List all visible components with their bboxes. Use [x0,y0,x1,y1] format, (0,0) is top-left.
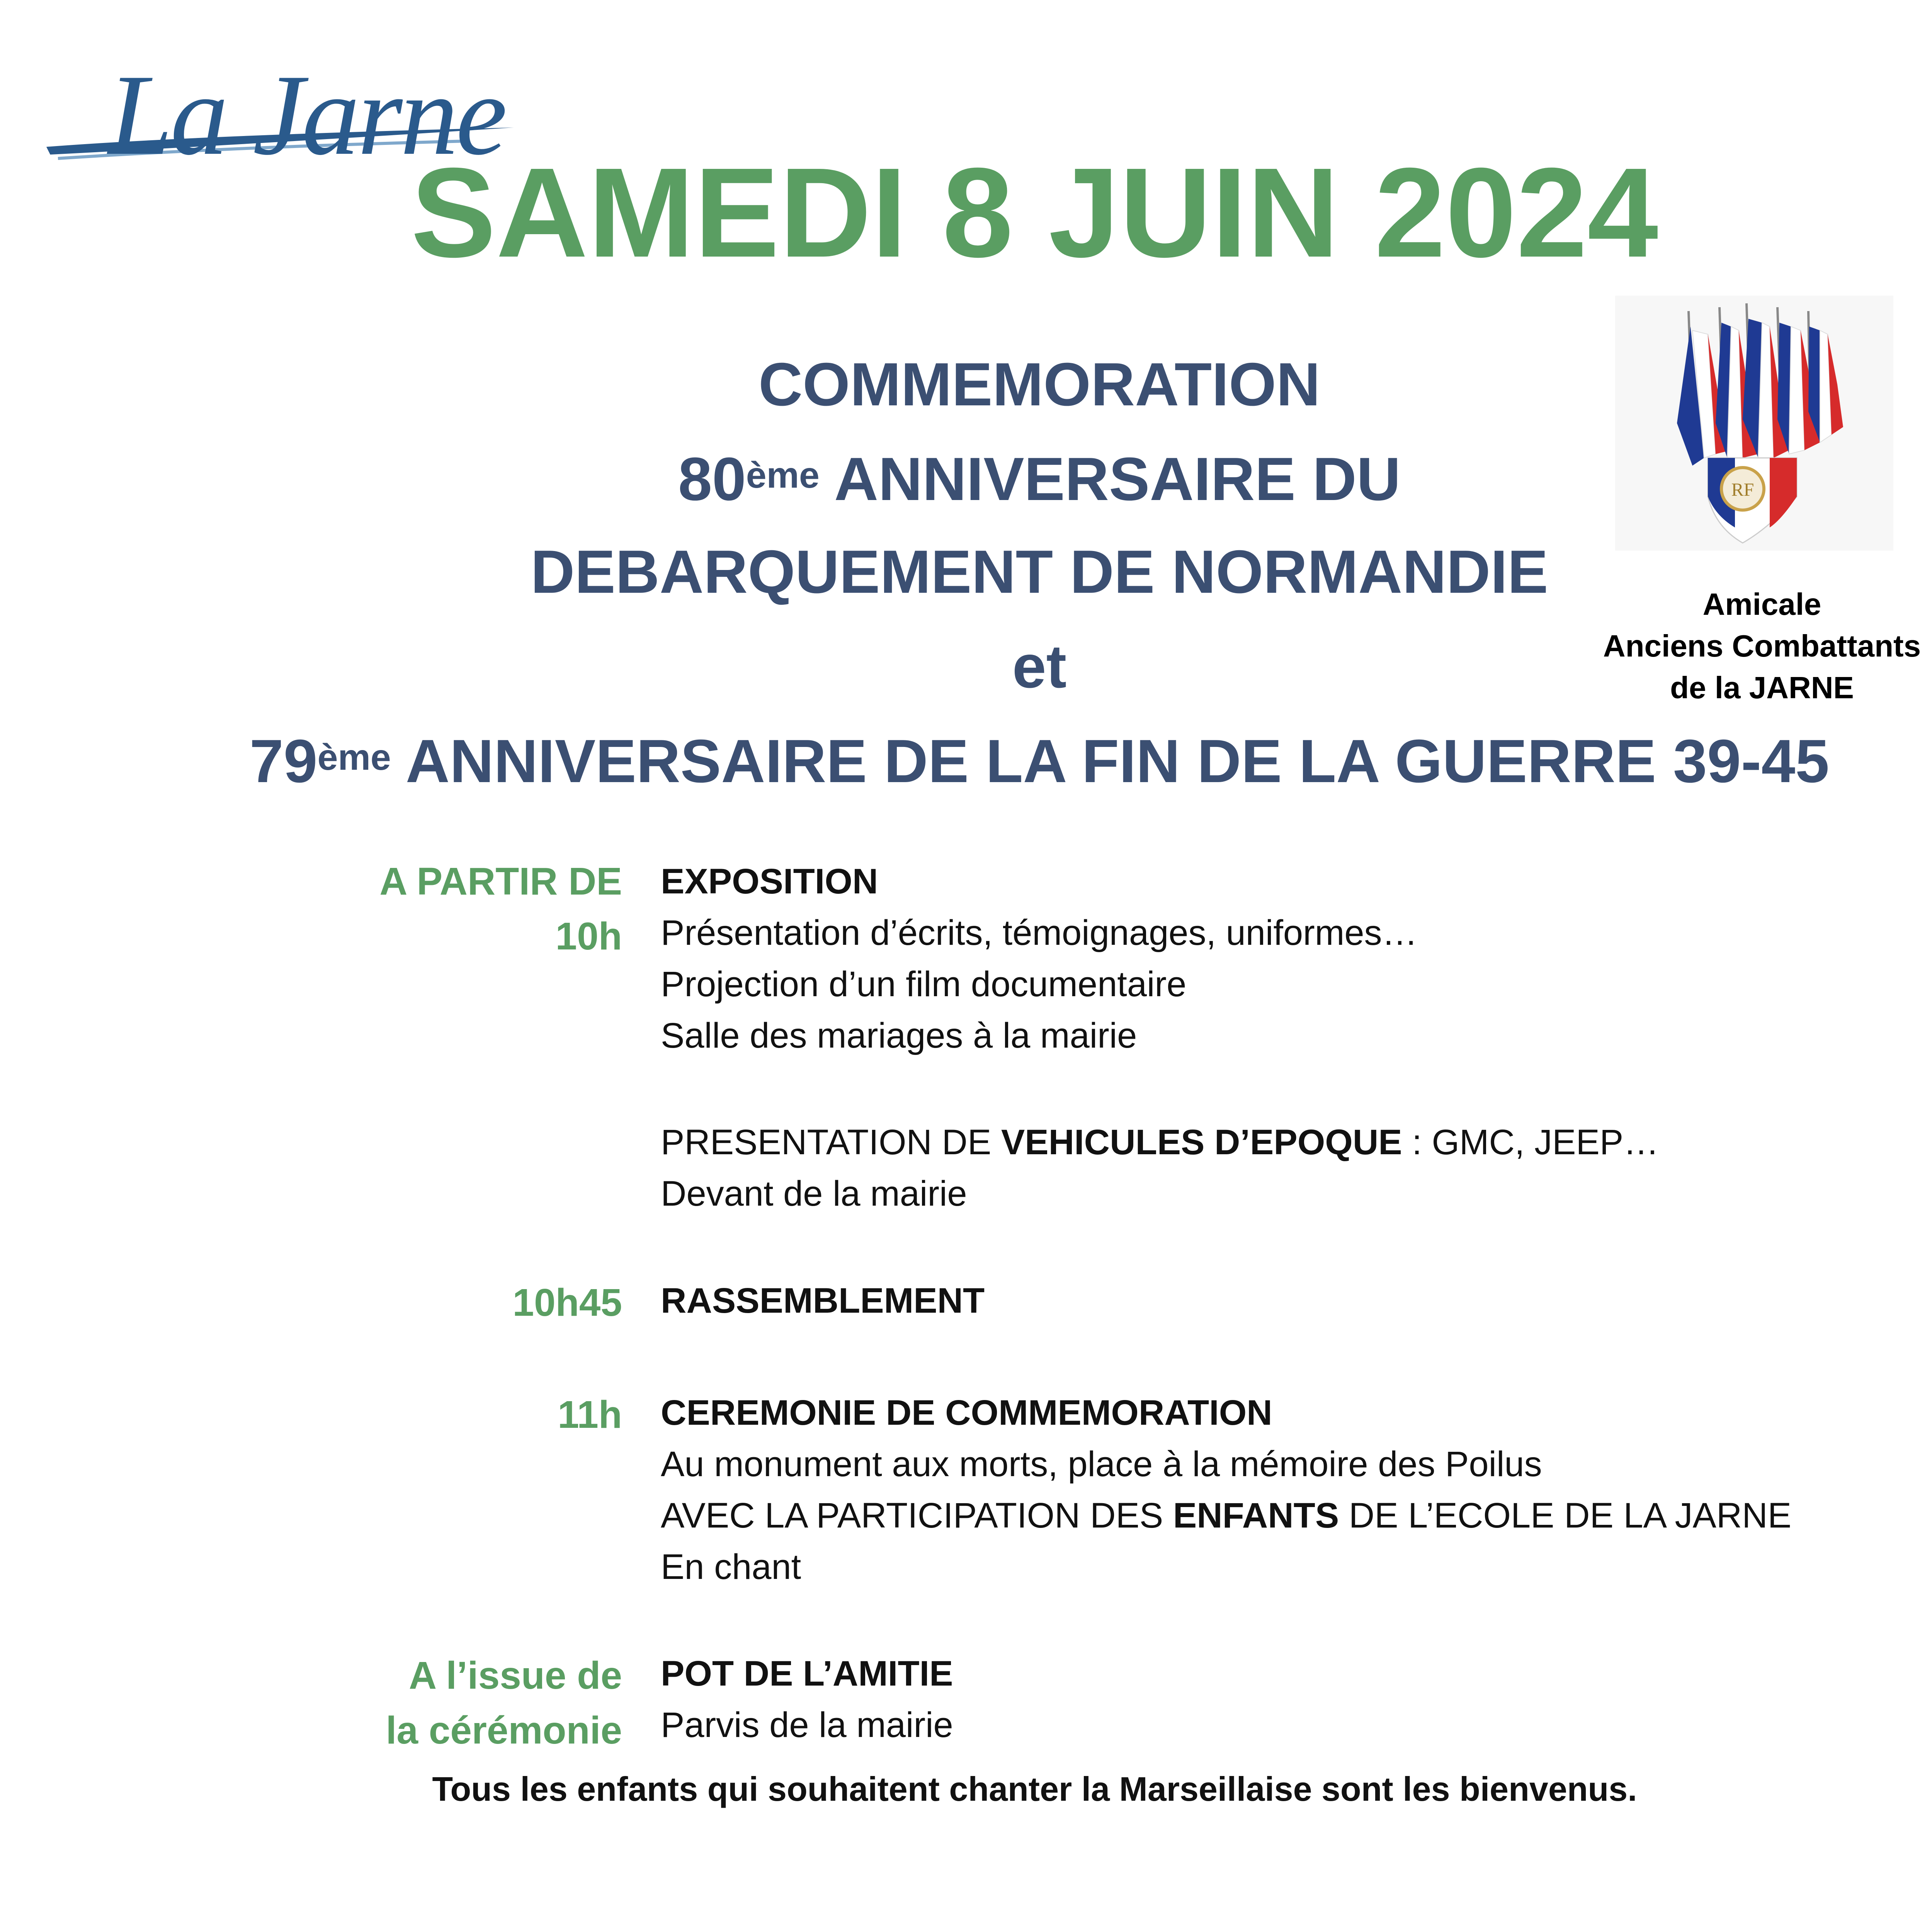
headline-79-number: 79 [249,727,318,795]
time-pot-line-1: A l’issue de [408,1654,622,1697]
pot-block [661,1648,953,1751]
headline-80-number: 80 [678,445,746,513]
exposition-line-2: Projection d’un film documentaire [661,965,1187,1004]
ceremonie-title: CEREMONIE DE COMMEMORATION [661,1393,1272,1432]
ceremonie-line-2-prefix: AVEC LA PARTICIPATION DES [661,1496,1173,1535]
emblem-letters: RF [1731,480,1754,500]
time-pot-line-2: la cérémonie [386,1709,622,1752]
footer-note: Tous les enfants qui souhaitent chanter la Marseillaise sont les bienvenus. [432,1770,1637,1808]
headline-80-rest: ANNIVERSAIRE DU [819,445,1401,513]
association-line-1: Amicale [1702,587,1821,621]
vehicules-suffix: : GMC, JEEP… [1402,1123,1659,1162]
exposition-line-3: Salle des mariages à la mairie [661,1016,1137,1055]
ceremonie-line-2 [661,1490,1791,1541]
vehicules-block [661,1117,1659,1220]
vehicules-line-1 [661,1117,1659,1168]
vehicules-prefix: PRESENTATION DE [661,1123,1001,1162]
headline-80-suffix: ème [746,455,820,496]
vehicules-line-2: Devant de la mairie [661,1174,967,1213]
time-ceremonie: 11h [558,1393,622,1436]
time-rassemblement: 10h45 [512,1281,622,1324]
association-line-2: Anciens Combattants [1603,629,1921,663]
time-exposition [270,854,622,964]
french-flags-icon [1615,296,1893,551]
headline-79-rest: ANNIVERSAIRE DE LA FIN DE LA GUERRE 39-45 [391,727,1830,795]
rassemblement-block [661,1275,985,1327]
headline-79-suffix: ème [317,737,391,778]
headline-79th-anniversary [116,726,1932,796]
ceremonie-line-2-bold: ENFANTS [1173,1496,1339,1535]
vehicules-bold: VEHICULES D’EPOQUE [1001,1123,1402,1162]
rassemblement-title: RASSEMBLEMENT [661,1281,985,1320]
ceremonie-line-2-suffix: DE L’ECOLE DE LA JARNE [1339,1496,1792,1535]
pot-line-1: Parvis de la mairie [661,1705,953,1745]
pot-title: POT DE L’AMITIE [661,1654,953,1693]
headline-et: et [1012,633,1067,701]
headline-commemoration: COMMEMORATION [758,350,1321,418]
exposition-line-1: Présentation d’écrits, témoignages, uniformes… [661,913,1418,953]
exposition-block [661,856,1418,1062]
headline-debarquement: DEBARQUEMENT DE NORMANDIE [531,538,1548,606]
ceremonie-line-1: Au monument aux morts, place à la mémoire des Poilus [661,1444,1542,1484]
ceremonie-line-3: En chant [661,1547,801,1587]
time-exposition-line-1: A PARTIR DE [379,860,622,903]
french-flags-image [1615,296,1893,551]
time-pot [270,1648,622,1758]
time-exposition-line-2: 10h [555,915,622,958]
exposition-title: EXPOSITION [661,862,878,901]
association-name [1530,583,1932,709]
association-line-3: de la JARNE [1670,670,1854,705]
ceremonie-block [661,1387,1791,1593]
logo-text: La Jarne [108,51,505,179]
event-date: SAMEDI 8 JUIN 2024 [411,141,1658,284]
